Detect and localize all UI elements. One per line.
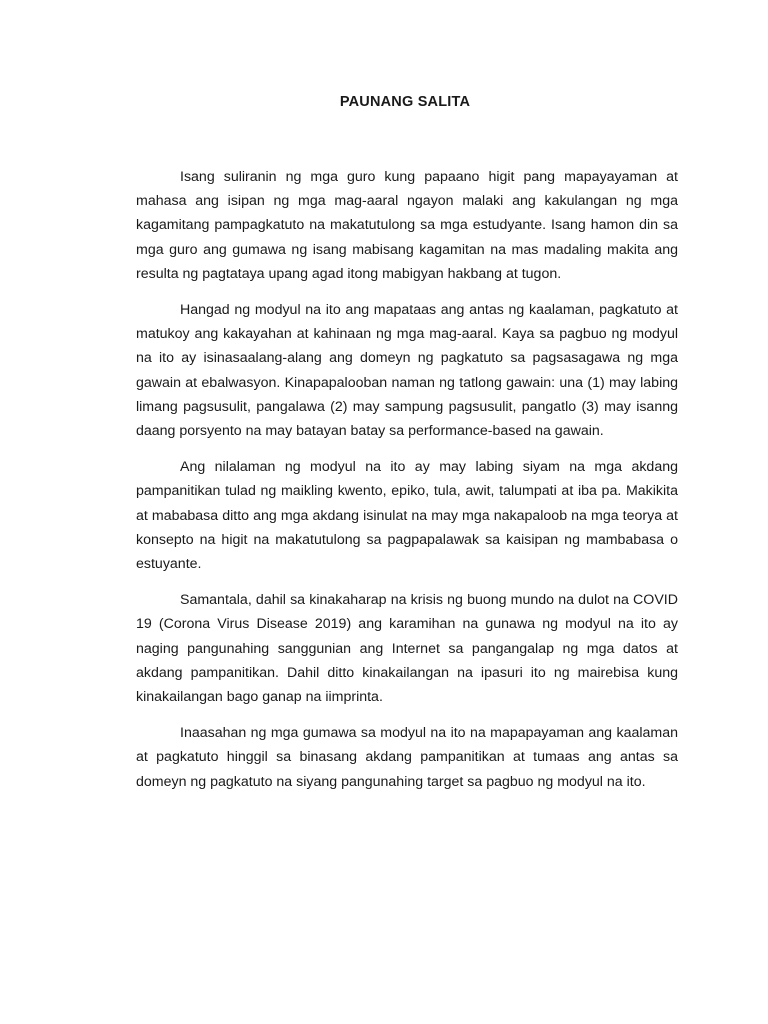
page-title: PAUNANG SALITA bbox=[339, 94, 471, 110]
paragraph-1: Isang suliranin ng mga guro kung papaano higit pang mapayayaman at mahasa ang isipan ng mga mag-aaral ngayon malaki ang kakulangan ng mga kagamitang pampagkatuto na makatutulong sa mga estudyante. Isang hamon din sa mga guro ang gumawa ng isang mabisang kagamitan na mas madaling makita ang resulta ng pagtataya upang agad itong mabigyan hakbang at tugon. bbox=[136, 169, 678, 282]
document-body bbox=[136, 165, 678, 806]
paragraph-5: Inaasahan ng mga gumawa sa modyul na ito na mapapayaman ang kaalaman at pagkatuto hinggil sa binasang akdang pampanitikan at tumaas ang antas sa domeyn ng pagkatuto na siyang pangunahing target sa pagbuo ng modyul na ito. bbox=[136, 725, 678, 790]
paragraph-4: Samantala, dahil sa kinakaharap na krisis ng buong mundo na dulot na COVID 19 (Corona Virus Disease 2019) ang karamihan na gunawa ng modyul na ito ay naging pangunahing sanggunian ang Internet sa pangangalap ng mga datos at akdang pampanitikan. Dahil ditto kinakailangan na ipasuri ito ng mairebisa kung kinakailangan bago ganap na iimprinta. bbox=[136, 592, 678, 706]
paragraph-3: Ang nilalaman ng modyul na ito ay may labing siyam na mga akdang pampanitikan tulad ng maikling kwento, epiko, tula, awit, talumpati at iba pa. Makikita at mababasa ditto ang mga akdang isinulat na may mga nakapaloob na mga teorya at konsepto na higit na makatutulong sa pagpapalawak sa kaisipan ng mambabasa o estuyante. bbox=[136, 459, 678, 573]
paragraph-2: Hangad ng modyul na ito ang mapataas ang antas ng kaalaman, pagkatuto at matukoy ang kakayahan at kahinaan ng mga mag-aaral. Kaya sa pagbuo ng modyul na ito ay isinasaalang-alang ang domeyn ng pagkatuto sa pagsasagawa ng mga gawain at ebalwasyon. Kinapapalooban naman ng tatlong gawain: una (1) may labing limang pagsusulit, pangalawa (2) may sampung pagsusulit, pangatlo (3) may isanng daang porsyento na may batayan batay sa performance-based na gawain. bbox=[136, 302, 678, 440]
